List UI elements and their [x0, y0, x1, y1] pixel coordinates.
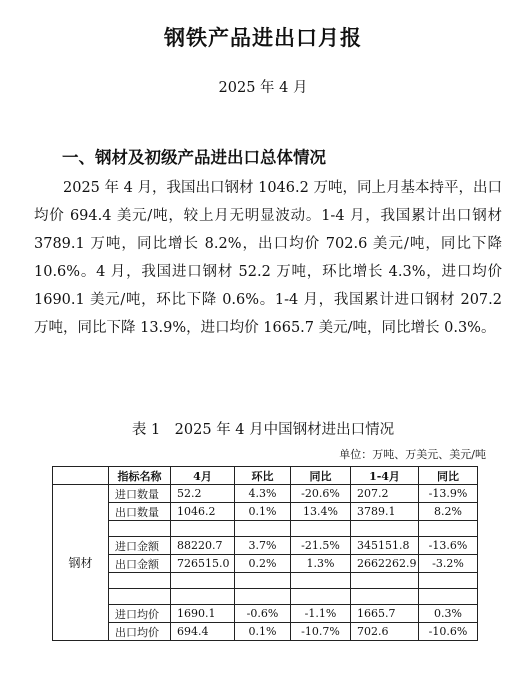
- table-row: [53, 555, 478, 573]
- table-corner-cell: [53, 467, 109, 485]
- table-cell: 4.3%: [235, 485, 291, 503]
- table-cell: -10.7%: [291, 623, 351, 641]
- table-header-cell: 同比: [291, 467, 351, 485]
- table-row: [53, 503, 478, 521]
- table-cell: 8.2%: [419, 503, 478, 521]
- category-cell: 钢材: [53, 485, 109, 641]
- summary-paragraph: 2025 年 4 月，我国出口钢材 1046.2 万吨，同上月基本持平，出口均价 694.4 美元/吨，较上月无明显波动。1-4 月，我国累计出口钢材 3789.1 万吨，同比增长 8.2%，出口均价 702.6 美元/吨，同比下降 10.6%。4 月，我国进口钢材 52.2 万吨，环比增长 4.3%，进口均价 1690.1 美元/吨，环比下降 0.6%。1-4 月，我国累计进口钢材 207.2 万吨，同比下降 13.9%，进口均价 1665.7 美元/吨，同比增长 0.3%。: [34, 180, 502, 336]
- table-cell: 694.4: [171, 623, 235, 641]
- table-row: [53, 537, 478, 555]
- table-caption: 表 1 2025 年 4 月中国钢材进出口情况: [131, 422, 395, 438]
- section-heading: 一、钢材及初级产品进出口总体情况: [62, 148, 326, 167]
- table-cell: 702.6: [351, 623, 419, 641]
- table-header-cell: 环比: [235, 467, 291, 485]
- table-cell: 88220.7: [171, 537, 235, 555]
- table-cell: 进口数量: [109, 485, 171, 503]
- table-cell: 1.3%: [291, 555, 351, 573]
- table-cell: 207.2: [351, 485, 419, 503]
- table-cell: 出口数量: [109, 503, 171, 521]
- table-cell: -21.5%: [291, 537, 351, 555]
- table-header-cell: 1-4月: [351, 467, 419, 485]
- table-cell: 2662262.9: [351, 555, 419, 573]
- steel-trade-table: [52, 466, 478, 641]
- table-cell: 1690.1: [171, 605, 235, 623]
- table-header-cell: 同比: [419, 467, 478, 485]
- table-cell: 0.1%: [235, 503, 291, 521]
- table-cell: 出口均价: [109, 623, 171, 641]
- table-cell: 726515.0: [171, 555, 235, 573]
- table-cell: 出口金额: [109, 555, 171, 573]
- report-date: 2025 年 4 月: [218, 80, 308, 96]
- table-cell: -20.6%: [291, 485, 351, 503]
- table-spacer-row: [53, 521, 478, 537]
- table-cell: -1.1%: [291, 605, 351, 623]
- table-cell: -13.6%: [419, 537, 478, 555]
- table-cell: 0.2%: [235, 555, 291, 573]
- table-cell: -3.2%: [419, 555, 478, 573]
- table-cell: 进口均价: [109, 605, 171, 623]
- table-cell: -10.6%: [419, 623, 478, 641]
- table-cell: 52.2: [171, 485, 235, 503]
- table-cell: -0.6%: [235, 605, 291, 623]
- table-spacer-row: [53, 573, 478, 589]
- table-cell: 1665.7: [351, 605, 419, 623]
- table-cell: 3789.1: [351, 503, 419, 521]
- table-cell: 13.4%: [291, 503, 351, 521]
- report-title: 钢铁产品进出口月报: [164, 26, 362, 50]
- table-cell: -13.9%: [419, 485, 478, 503]
- table-row: [53, 485, 478, 503]
- table-spacer-row: [53, 589, 478, 605]
- table-cell: 1046.2: [171, 503, 235, 521]
- table-cell: 进口金额: [109, 537, 171, 555]
- unit-note: 单位：万吨、万美元、美元/吨: [339, 448, 486, 461]
- table-cell: 0.3%: [419, 605, 478, 623]
- table-header-cell: 指标名称: [109, 467, 171, 485]
- table-cell: 3.7%: [235, 537, 291, 555]
- table-row: [53, 605, 478, 623]
- table-cell: 345151.8: [351, 537, 419, 555]
- table-header-cell: 4月: [171, 467, 235, 485]
- table-cell: 0.1%: [235, 623, 291, 641]
- table-header-row: [53, 467, 478, 485]
- table-row: [53, 623, 478, 641]
